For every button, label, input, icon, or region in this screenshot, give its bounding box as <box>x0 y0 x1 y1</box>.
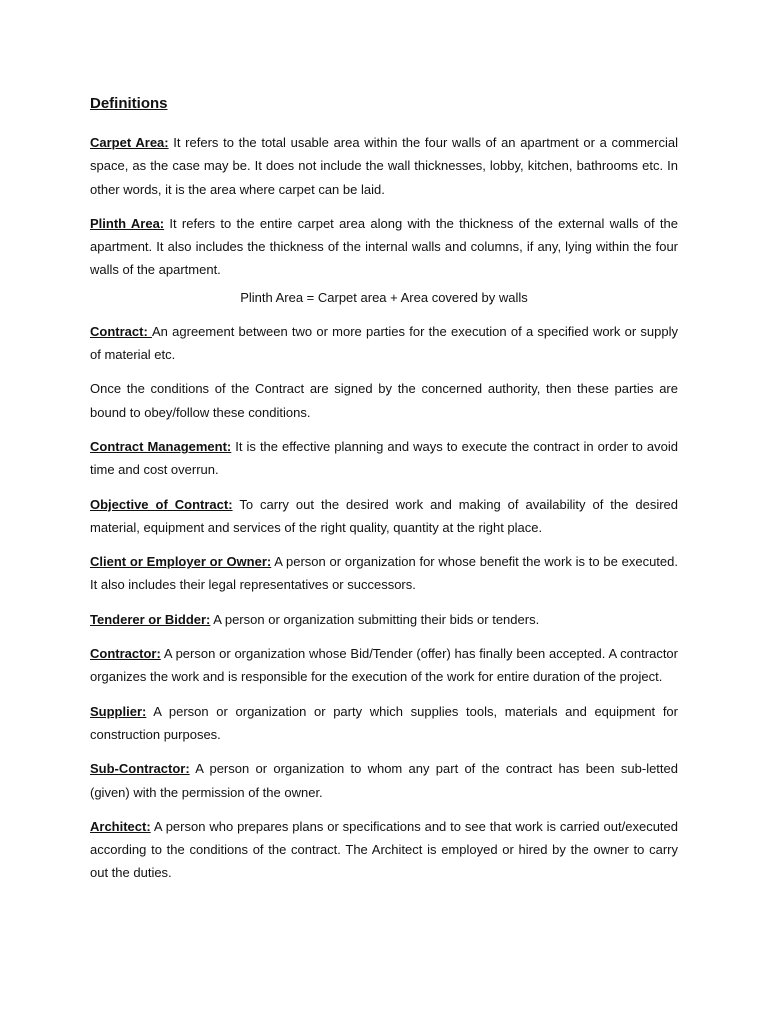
plinth-area-formula: Plinth Area = Carpet area + Area covered by walls <box>240 289 528 305</box>
term-label: Architect: <box>90 818 151 834</box>
term-label: Tenderer or Bidder: <box>90 611 211 627</box>
term-label: Plinth Area: <box>90 215 165 231</box>
page-title: Definitions <box>90 95 168 112</box>
definition-text: A person or organization or party which supplies tools, materials and equipment for construction purposes. <box>90 703 678 742</box>
definition-text: A person who prepares plans or specifications and to see that work is carried out/executed according to the conditions of the contract. The Architect is employed or hired by the owner to carry out the duties. <box>90 818 678 881</box>
definition-text: It refers to the entire carpet area along with the thickness of the external walls of the apartment. It also includes the thickness of the internal walls and columns, if any, lying within the four walls of the apartment. <box>90 215 678 278</box>
definition-text: A person or organization for whose benefit the work is to be executed. It also includes their legal representatives or successors. <box>90 554 678 593</box>
contract-note-paragraph <box>90 377 678 424</box>
definition-contract-management <box>90 435 678 482</box>
term-label: Supplier: <box>90 703 147 719</box>
definition-contractor <box>90 642 678 689</box>
definition-plinth-area <box>90 212 678 282</box>
term-label: Contract Management: <box>90 438 232 454</box>
document-page <box>90 94 678 896</box>
definition-architect <box>90 815 678 885</box>
definition-text: To carry out the desired work and making of availability of the desired material, equipment and services of the right quality, quantity at the right place. <box>90 496 679 535</box>
definition-text: It refers to the total usable area within the four walls of an apartment or a commercial space, as the case may be. It does not include the wall thicknesses, lobby, kitchen, bathrooms etc. In other words, it is the area where carpet can be laid. <box>90 135 678 197</box>
definition-sub-contractor <box>90 757 678 804</box>
definition-text: A person or organization whose Bid/Tender (offer) has finally been accepted. A contractor organizes the work and is responsible for the execution of the work for entire duration of the project. <box>90 646 678 685</box>
term-label: Objective of Contract: <box>90 496 233 512</box>
definition-text: It is the effective planning and ways to execute the contract in order to avoid time and cost overrun. <box>90 438 678 478</box>
term-label: Client or Employer or Owner: <box>90 554 272 570</box>
term-label: Contractor: <box>90 646 161 662</box>
definition-contract <box>90 320 678 367</box>
term-label: Carpet Area: <box>90 135 169 150</box>
definition-client-employer-owner <box>90 550 678 597</box>
definition-text: A person or organization submitting their bids or tenders. <box>210 611 540 627</box>
definition-carpet-area <box>90 131 678 201</box>
definition-tenderer-bidder <box>90 608 678 631</box>
term-label: Contract: <box>90 323 153 339</box>
definition-supplier <box>90 700 678 747</box>
definition-objective-of-contract <box>90 493 678 540</box>
definition-text: A person or organization to whom any part of the contract has been sub-letted (given) with the permission of the owner. <box>90 761 678 800</box>
definition-text: An agreement between two or more parties for the execution of a specified work or supply of material etc. <box>90 323 678 363</box>
term-label: Sub-Contractor: <box>90 761 190 777</box>
paragraph-text: Once the conditions of the Contract are signed by the concerned authority, then these parties are bound to obey/follow these conditions. <box>90 381 678 420</box>
